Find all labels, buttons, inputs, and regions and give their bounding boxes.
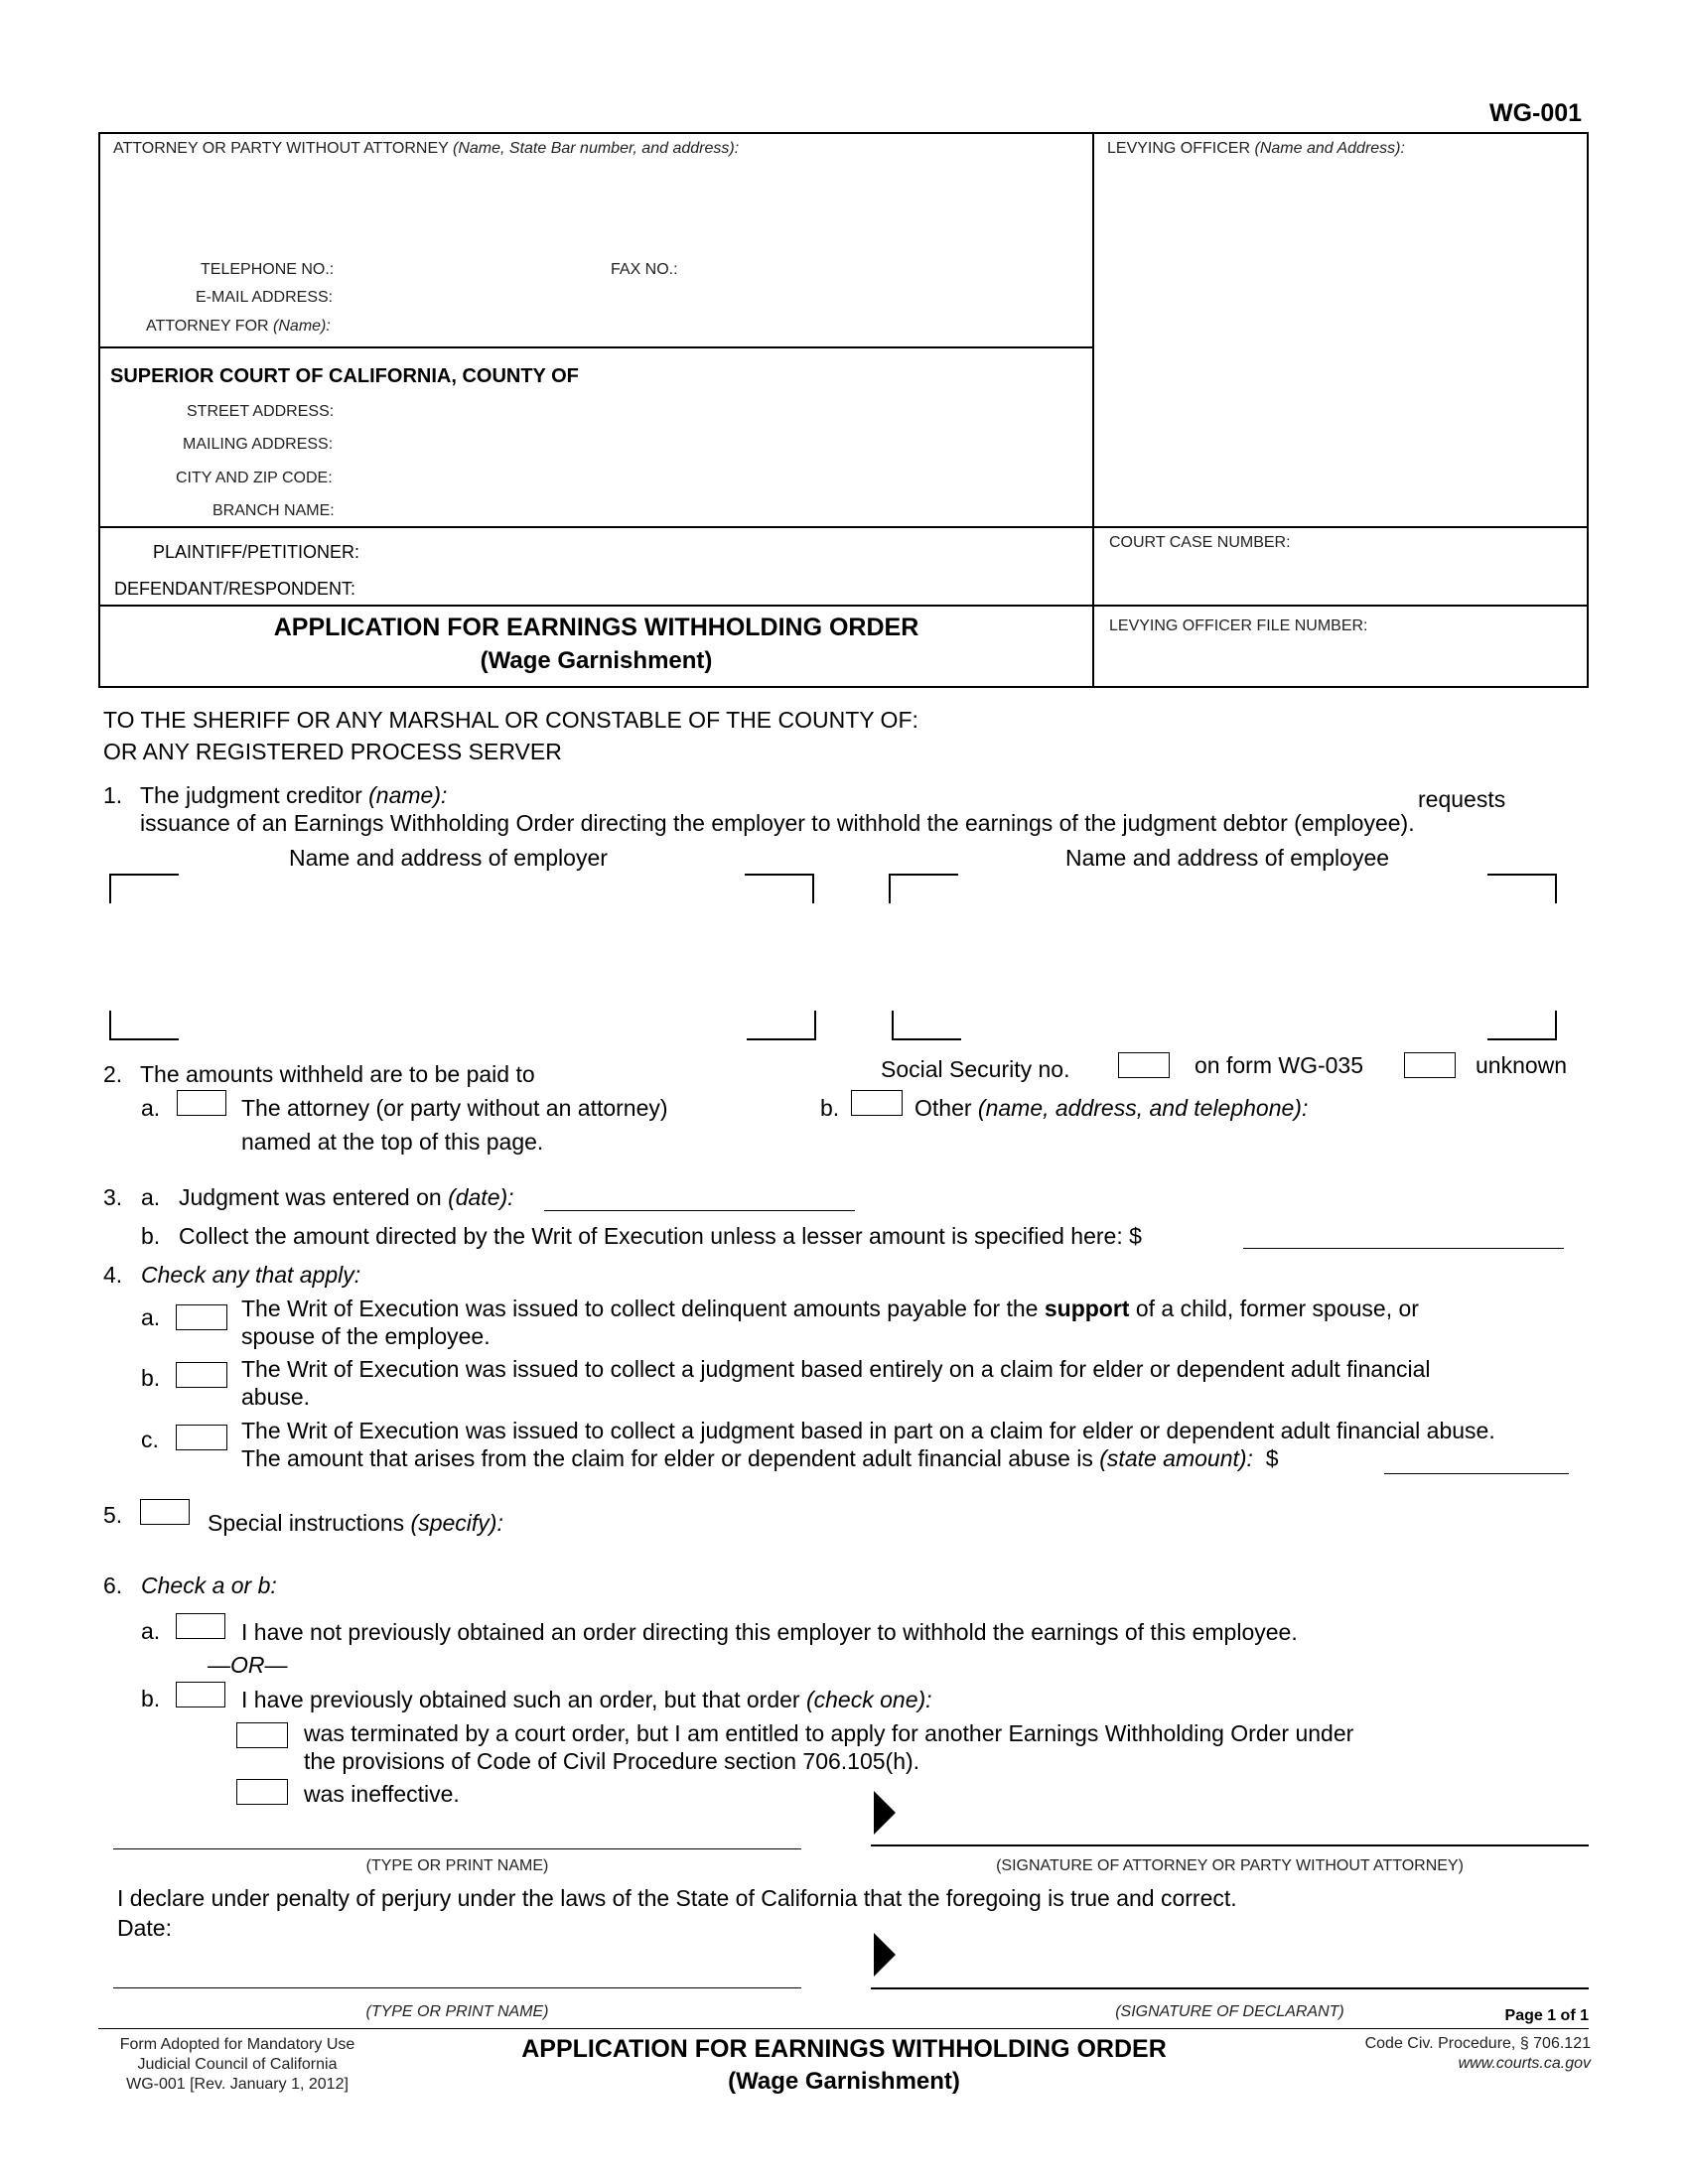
item2b-checkbox[interactable] bbox=[851, 1090, 903, 1116]
divider bbox=[98, 605, 1589, 607]
signature-arrow-icon bbox=[874, 1933, 896, 1977]
type-name-caption-1: (TYPE OR PRINT NAME) bbox=[365, 1857, 549, 1874]
item4-number: 4. bbox=[103, 1262, 123, 1288]
item4a-text1: The Writ of Execution was issued to collect delinquent amounts payable for the support of a child, former spouse, or bbox=[241, 1296, 1419, 1321]
form-code: WG-001 bbox=[1489, 99, 1583, 127]
item6a-checkbox[interactable] bbox=[176, 1613, 225, 1639]
item4a-checkbox[interactable] bbox=[176, 1304, 227, 1330]
item2a-text: The attorney (or party without an attorney) bbox=[241, 1095, 668, 1121]
declarant-signature-caption: (SIGNATURE OF DECLARANT) bbox=[1115, 2003, 1344, 2020]
telephone-label: TELEPHONE NO.: bbox=[201, 261, 335, 278]
attorney-for-label: ATTORNEY FOR (Name): bbox=[146, 318, 331, 335]
judgment-date-field[interactable] bbox=[544, 1210, 855, 1211]
item2b-text: Other (name, address, and telephone): bbox=[914, 1095, 1309, 1121]
item3a-text: Judgment was entered on (date): bbox=[179, 1184, 514, 1210]
item4c-text1: The Writ of Execution was issued to collect a judgment based in part on a claim for elder or dependent adult financial abuse. bbox=[241, 1418, 1495, 1443]
type-name-caption-2: (TYPE OR PRINT NAME) bbox=[365, 2003, 549, 2020]
branch-label: BRANCH NAME: bbox=[212, 502, 335, 519]
item4a-text2: spouse of the employee. bbox=[241, 1323, 491, 1349]
court-heading: SUPERIOR COURT OF CALIFORNIA, COUNTY OF bbox=[110, 365, 579, 387]
intro-line1: TO THE SHERIFF OR ANY MARSHAL OR CONSTABLE OF THE COUNTY OF: bbox=[103, 707, 918, 733]
levying-officer-label: LEVYING OFFICER (Name and Address): bbox=[1107, 140, 1405, 157]
item4b-text2: abuse. bbox=[241, 1384, 311, 1410]
ssn-label: Social Security no. bbox=[881, 1056, 1070, 1082]
item5-number: 5. bbox=[103, 1502, 123, 1528]
fax-label: FAX NO.: bbox=[611, 261, 678, 278]
attorney-signature-field[interactable] bbox=[871, 1844, 1589, 1846]
item4b-letter: b. bbox=[141, 1365, 161, 1391]
footer-rule bbox=[98, 2028, 1589, 2029]
item1-text: The judgment creditor (name): bbox=[140, 782, 448, 808]
intro-line2: OR ANY REGISTERED PROCESS SERVER bbox=[103, 739, 562, 764]
item6-text: Check a or b: bbox=[141, 1572, 277, 1598]
item2-text: The amounts withheld are to be paid to bbox=[140, 1061, 535, 1087]
email-label: E-MAIL ADDRESS: bbox=[196, 289, 334, 306]
item1-number: 1. bbox=[103, 782, 123, 808]
item6b-opt2: was ineffective. bbox=[304, 1781, 460, 1807]
employer-address-field[interactable] bbox=[111, 876, 814, 1038]
street-label: STREET ADDRESS: bbox=[187, 403, 335, 420]
employee-label: Name and address of employee bbox=[1065, 845, 1390, 871]
item6a-letter: a. bbox=[141, 1618, 161, 1644]
item6b-ineffective-checkbox[interactable] bbox=[236, 1779, 288, 1805]
item2a-letter: a. bbox=[141, 1095, 161, 1121]
item6-number: 6. bbox=[103, 1572, 123, 1598]
date-label: Date: bbox=[117, 1915, 172, 1941]
divider bbox=[98, 526, 1589, 528]
footer-subtitle: (Wage Garnishment) bbox=[728, 2068, 960, 2095]
ssn-unknown-label: unknown bbox=[1476, 1052, 1568, 1078]
form-title: APPLICATION FOR EARNINGS WITHHOLDING ORDER bbox=[273, 614, 919, 641]
item5-checkbox[interactable] bbox=[140, 1499, 190, 1525]
courts-url[interactable]: www.courts.ca.gov bbox=[1458, 2055, 1591, 2072]
item4b-checkbox[interactable] bbox=[176, 1362, 227, 1388]
plaintiff-label: PLAINTIFF/PETITIONER: bbox=[153, 542, 360, 562]
item3b-text: Collect the amount directed by the Writ of Execution unless a lesser amount is specified here: $ bbox=[179, 1223, 1142, 1249]
item4-text: Check any that apply: bbox=[141, 1262, 361, 1288]
employer-label: Name and address of employer bbox=[289, 845, 608, 871]
city-label: CITY AND ZIP CODE: bbox=[176, 470, 333, 486]
item1-requests: requests bbox=[1418, 786, 1506, 812]
footer-title: APPLICATION FOR EARNINGS WITHHOLDING ORDER bbox=[521, 2035, 1167, 2063]
item5-text: Special instructions (specify): bbox=[208, 1510, 503, 1536]
item2-number: 2. bbox=[103, 1061, 123, 1087]
ssn-unknown-checkbox[interactable] bbox=[1404, 1052, 1456, 1078]
item6a-text: I have not previously obtained an order directing this employer to withhold the earnings of this employee. bbox=[241, 1619, 1298, 1645]
item6b-letter: b. bbox=[141, 1686, 161, 1711]
attorney-signature-caption: (SIGNATURE OF ATTORNEY OR PARTY WITHOUT ATTORNEY) bbox=[996, 1857, 1464, 1874]
item3-number: 3. bbox=[103, 1184, 123, 1210]
type-name-field-1[interactable] bbox=[113, 1848, 801, 1849]
abuse-amount-field[interactable] bbox=[1384, 1473, 1569, 1474]
item3a-letter: a. bbox=[141, 1184, 161, 1210]
divider bbox=[98, 346, 1094, 348]
code-reference: Code Civ. Procedure, § 706.121 bbox=[1364, 2035, 1591, 2052]
item4c-checkbox[interactable] bbox=[176, 1425, 227, 1450]
item4c-letter: c. bbox=[141, 1427, 159, 1452]
item4a-letter: a. bbox=[141, 1304, 161, 1330]
item6b-opt1-line2: the provisions of Code of Civil Procedure section 706.105(h). bbox=[304, 1748, 920, 1774]
declaration-text: I declare under penalty of perjury under the laws of the State of California that the foregoing is true and correct. bbox=[117, 1885, 1237, 1911]
or-separator: —OR— bbox=[208, 1652, 288, 1678]
defendant-label: DEFENDANT/RESPONDENT: bbox=[114, 579, 356, 599]
employee-address-field[interactable] bbox=[891, 876, 1557, 1038]
item6b-text: I have previously obtained such an order, but that order (check one): bbox=[241, 1687, 932, 1712]
item4c-text2: The amount that arises from the claim for elder or dependent adult financial abuse is (state amount): $ bbox=[241, 1445, 1279, 1471]
item3b-letter: b. bbox=[141, 1223, 161, 1249]
item6b-opt1-line1: was terminated by a court order, but I am entitled to apply for another Earnings Withholding Order under bbox=[304, 1720, 1354, 1746]
item1-line2: issuance of an Earnings Withholding Order directing the employer to withhold the earnings of the judgment debtor (employee). bbox=[140, 810, 1415, 836]
attorney-label: ATTORNEY OR PARTY WITHOUT ATTORNEY (Name, State Bar number, and address): bbox=[113, 140, 740, 157]
adopted-note: Form Adopted for Mandatory Use Judicial Council of California WG-001 [Rev. January 1, 2012] bbox=[119, 2036, 355, 2093]
file-number-label: LEVYING OFFICER FILE NUMBER: bbox=[1109, 617, 1368, 634]
item4b-text1: The Writ of Execution was issued to collect a judgment based entirely on a claim for elder or dependent adult financial bbox=[241, 1356, 1431, 1382]
lesser-amount-field[interactable] bbox=[1243, 1248, 1564, 1249]
mailing-label: MAILING ADDRESS: bbox=[183, 436, 334, 453]
ssn-on-form-label: on form WG-035 bbox=[1195, 1052, 1363, 1078]
declarant-signature-field[interactable] bbox=[871, 1987, 1589, 1989]
form-subtitle: (Wage Garnishment) bbox=[480, 647, 713, 674]
item2a-text2: named at the top of this page. bbox=[241, 1129, 544, 1155]
item6b-checkbox[interactable] bbox=[176, 1682, 225, 1707]
item2b-letter: b. bbox=[820, 1095, 840, 1121]
signature-arrow-icon bbox=[874, 1791, 896, 1835]
ssn-wg035-checkbox[interactable] bbox=[1118, 1052, 1170, 1078]
case-number-label: COURT CASE NUMBER: bbox=[1109, 534, 1291, 551]
type-name-field-2[interactable] bbox=[113, 1987, 801, 1988]
item6b-terminated-checkbox[interactable] bbox=[236, 1722, 288, 1748]
item2a-checkbox[interactable] bbox=[177, 1090, 226, 1116]
page-number: Page 1 of 1 bbox=[1504, 2007, 1589, 2024]
